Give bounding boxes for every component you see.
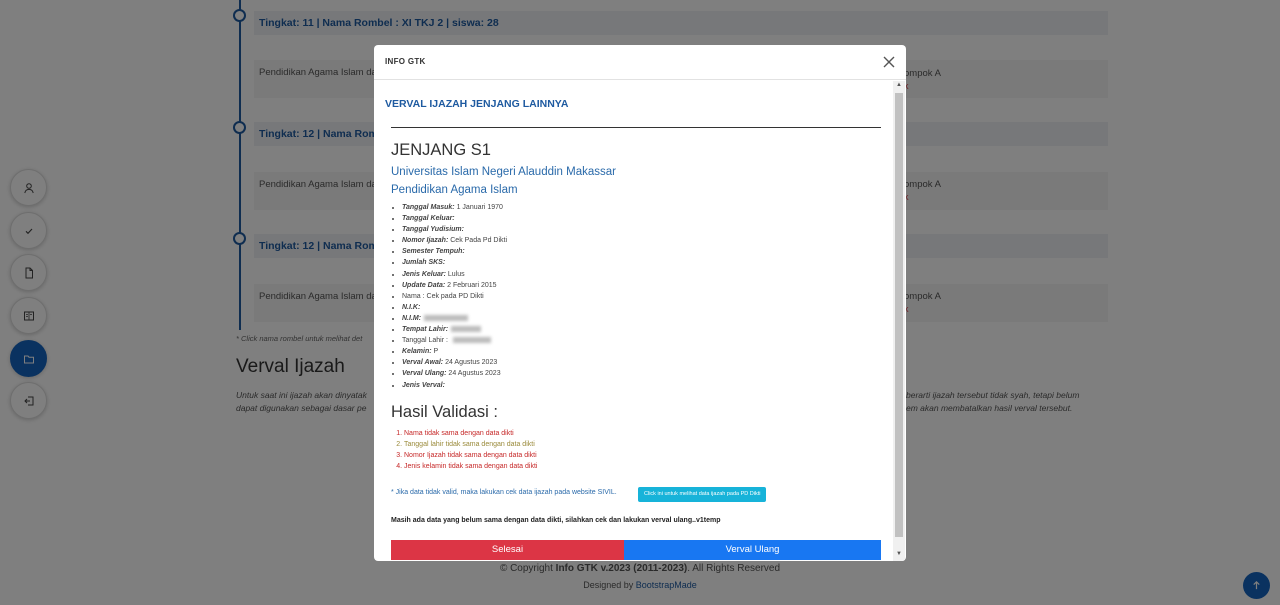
detail-item xyxy=(402,324,507,335)
close-icon[interactable] xyxy=(882,55,896,69)
hasil-item: 2. Tanggal lahir tidak sama dengan data dikti xyxy=(404,439,537,450)
detail-item xyxy=(402,357,507,368)
hasil-item: 4. Jenis kelamin tidak sama dengan data dikti xyxy=(404,461,537,472)
redacted-value xyxy=(424,315,468,321)
detail-item xyxy=(402,235,507,246)
detail-label: Jenis Keluar: xyxy=(402,270,446,278)
detail-item xyxy=(402,202,507,213)
modal-body xyxy=(374,81,893,561)
info-gtk-modal xyxy=(374,45,906,561)
university-name: Universitas Islam Negeri Alauddin Makassar xyxy=(391,166,616,178)
detail-label: Jumlah SKS: xyxy=(402,259,446,267)
detail-label: Tanggal Keluar: xyxy=(402,215,455,223)
divider xyxy=(391,127,881,128)
hasil-item: 1. Nama tidak sama dengan data dikti xyxy=(404,428,537,439)
detail-value: Cek pada PD Dikti xyxy=(426,292,484,300)
detail-value: Cek Pada Pd Dikti xyxy=(448,237,508,245)
detail-value: 2 Februari 2015 xyxy=(445,281,497,289)
modal-scrollbar[interactable] xyxy=(893,81,905,561)
detail-label: Nama : xyxy=(402,292,427,300)
detail-label: Semester Tempuh: xyxy=(402,248,465,256)
detail-item xyxy=(402,313,507,324)
hasil-validasi-list xyxy=(404,428,537,472)
modal-header xyxy=(374,45,906,80)
detail-value: 24 Agustus 2023 xyxy=(443,359,498,367)
detail-label: Update Data: xyxy=(402,281,446,289)
verval-heading: VERVAL IJAZAH JENJANG LAINNYA xyxy=(385,98,569,110)
detail-value: 1 Januari 1970 xyxy=(454,204,503,211)
detail-item xyxy=(402,368,507,379)
detail-value: 24 Agustus 2023 xyxy=(446,370,501,378)
detail-label: N.I.K: xyxy=(402,303,421,311)
modal-title: INFO GTK xyxy=(385,57,426,66)
scroll-up-icon[interactable]: ▲ xyxy=(896,82,902,88)
detail-item xyxy=(402,380,507,391)
scroll-thumb[interactable] xyxy=(895,93,903,537)
hasil-item: 3. Nomor Ijazah tidak sama dengan data dikti xyxy=(404,450,537,461)
detail-item xyxy=(402,346,507,357)
detail-value: P xyxy=(431,348,439,356)
program-name: Pendidikan Agama Islam xyxy=(391,184,518,196)
ijazah-details xyxy=(402,202,507,391)
verval-ulang-button[interactable]: Verval Ulang xyxy=(624,540,881,560)
detail-item xyxy=(402,302,507,313)
detail-label: Tanggal Masuk: xyxy=(402,204,455,211)
jenjang-title: JENJANG S1 xyxy=(391,141,491,159)
detail-label: N.I.M: xyxy=(402,314,422,322)
detail-label: Tempat Lahir: xyxy=(402,326,449,334)
detail-label: Verval Awal: xyxy=(402,359,444,367)
detail-label: Verval Ulang: xyxy=(402,370,447,378)
redacted-value xyxy=(453,337,491,343)
detail-label: Kelamin: xyxy=(402,348,432,356)
detail-label: Jenis Verval: xyxy=(402,381,445,389)
selesai-button[interactable]: Selesai xyxy=(391,540,624,560)
pddikti-button[interactable]: Click ini untuk melihat data ijazah pada PD Dikti xyxy=(638,487,766,502)
detail-label: Tanggal Yudisium: xyxy=(402,226,464,234)
detail-value: Lulus xyxy=(445,270,465,278)
detail-item xyxy=(402,269,507,280)
scroll-down-icon[interactable]: ▼ xyxy=(896,551,902,557)
detail-item xyxy=(402,224,507,235)
warning-text: Masih ada data yang belum sama dengan data dikti, silahkan cek dan lakukan verval ulang..v1temp xyxy=(391,517,721,524)
detail-label: Tanggal Lahir : xyxy=(402,337,450,345)
detail-item xyxy=(402,246,507,257)
sivil-hint: * Jika data tidak valid, maka lakukan cek data ijazah pada website SIVIL. xyxy=(391,489,617,496)
redacted-value xyxy=(451,326,481,332)
detail-item xyxy=(402,335,507,346)
detail-item xyxy=(402,213,507,224)
detail-item xyxy=(402,291,507,302)
detail-item xyxy=(402,257,507,268)
detail-label: Nomor Ijazah: xyxy=(402,237,449,245)
detail-item xyxy=(402,280,507,291)
hasil-validasi-title: Hasil Validasi : xyxy=(391,403,498,421)
